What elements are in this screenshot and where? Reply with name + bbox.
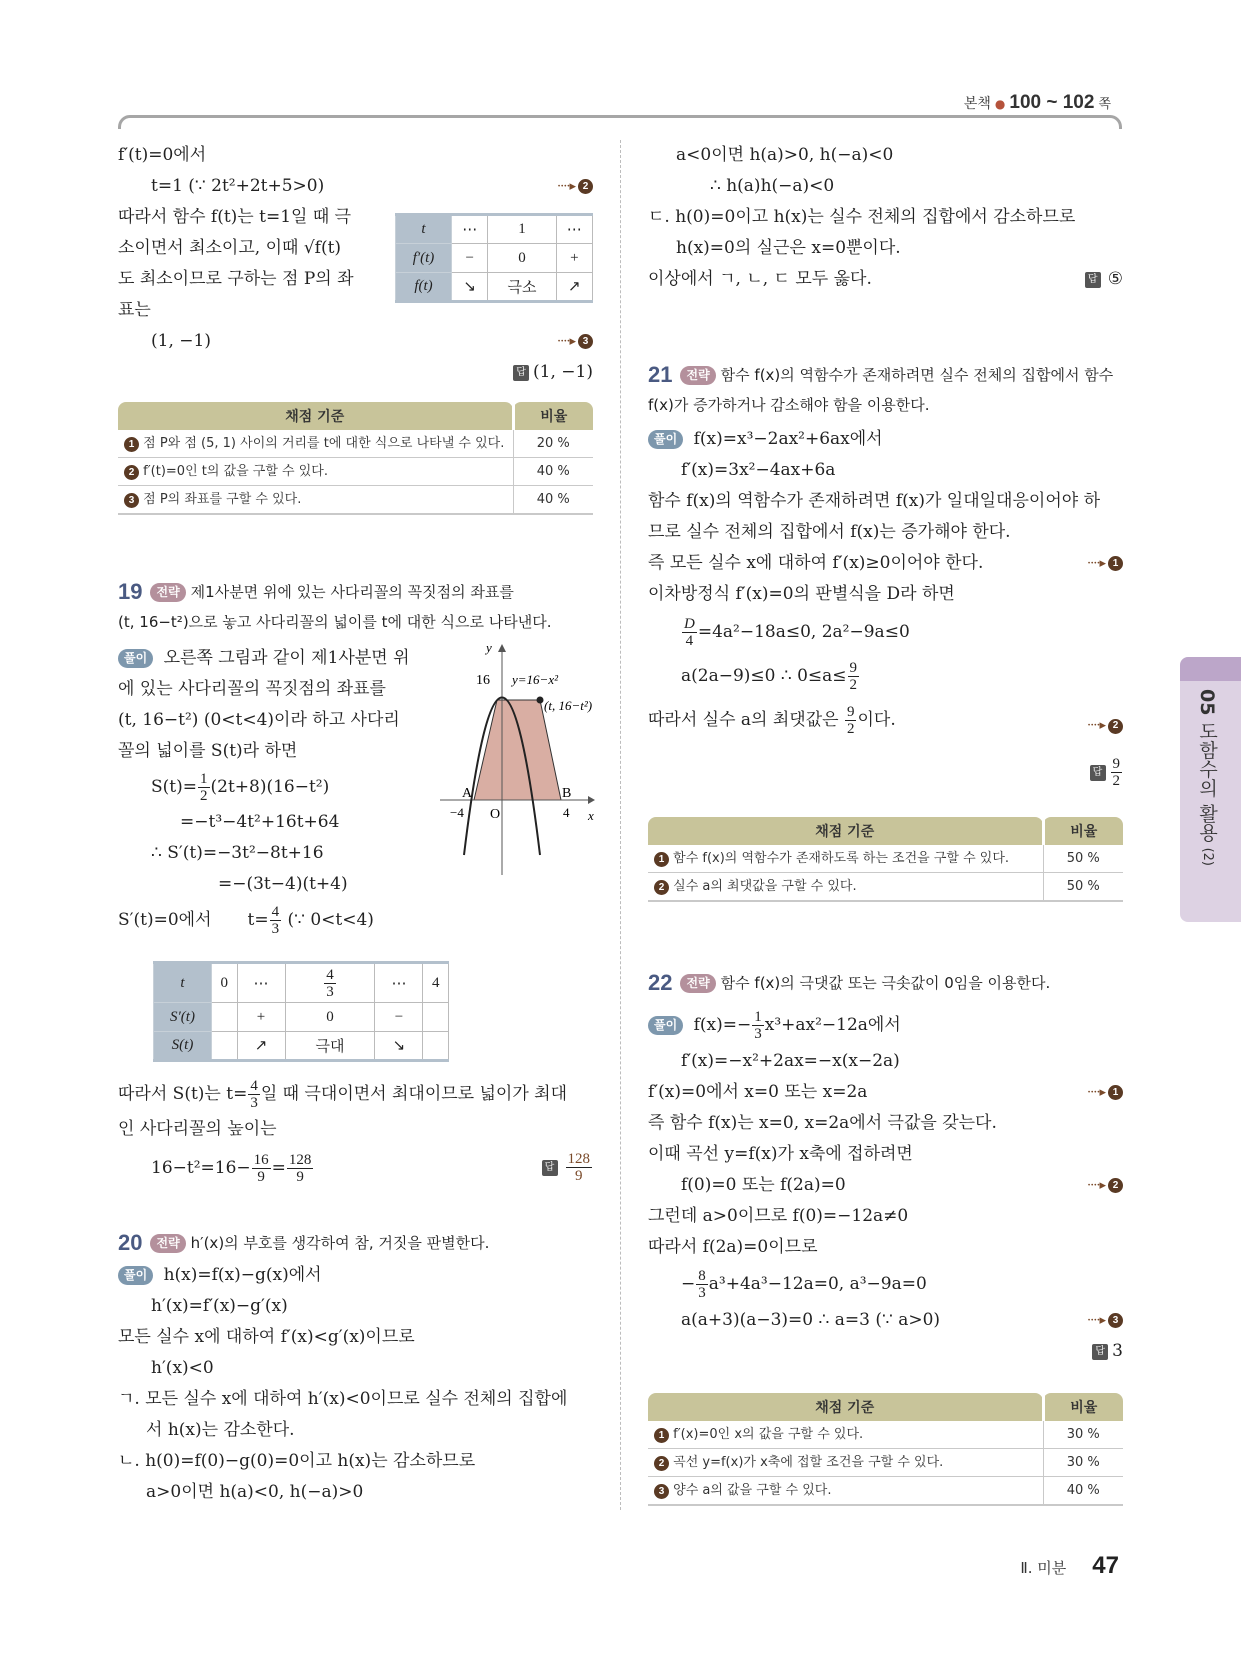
- point-marker: [537, 697, 544, 704]
- text-line: 따라서 실수 a의 최댓값은 $\frac{9}{2}$ 이다. ····▸ 2: [648, 698, 1123, 742]
- answer-value: 3: [1112, 1341, 1123, 1361]
- equation-line: S′(t)=0에서 t= $\frac{4}{3}$ (∵ 0<t<4): [118, 904, 374, 937]
- svg-text:y: y: [486, 640, 492, 655]
- step-marker: ····▸ 1: [1087, 548, 1123, 579]
- circle-number-icon: 1: [1108, 1085, 1123, 1100]
- solution-badge: 풀이: [118, 649, 153, 668]
- trapezoid-shape: [474, 700, 561, 800]
- equation-line: =−t³−4t²+16t+64: [180, 812, 340, 832]
- step-marker: ····▸ 3: [1087, 1305, 1123, 1336]
- parabola-graph: [440, 640, 595, 880]
- grading-header-criteria: 채점 기준: [648, 817, 1043, 845]
- page-range: 100 ~ 102: [1009, 92, 1095, 113]
- variation-table-19: t 0 ⋯ $\frac{4}{3}$ ⋯ 4 S′(t) + 0 − S(t) ↗ 극대 ↘: [153, 961, 449, 1062]
- circle-number-icon: 2: [654, 1456, 669, 1471]
- text-line: h(x)=0의 실근은 x=0뿐이다.: [676, 238, 901, 258]
- text-line: f′(t)=0에서: [118, 145, 207, 165]
- text-line: ㄱ. 모든 실수 x에 대하여 h′(x)<0이므로 실수 전체의 집합에: [118, 1389, 568, 1409]
- text-line: 서 h(x)는 감소한다.: [146, 1420, 295, 1440]
- text-line: 므로 실수 전체의 집합에서 f(x)는 증가해야 한다.: [648, 522, 1011, 542]
- problem-number: 22: [648, 970, 673, 995]
- step-marker: ····▸ 1: [1087, 1077, 1123, 1108]
- grading-header-criteria: 채점 기준: [118, 402, 513, 430]
- equation-line: $\frac{D}{4}$ =4a²−18a≤0, 2a²−9a≤0: [684, 616, 910, 649]
- top-rule-divider: [118, 115, 1122, 129]
- svg-text:(t, 16−t²): (t, 16−t²): [544, 698, 593, 713]
- svg-text:B: B: [562, 786, 572, 801]
- problem-number: 19: [118, 579, 143, 604]
- solution-badge: 풀이: [648, 1016, 683, 1035]
- table-row: 2 f′(t)=0인 t의 값을 구할 수 있다. 40 %: [118, 458, 593, 486]
- circle-number-icon: 3: [124, 493, 139, 508]
- grading-header-criteria: 채점 기준: [648, 1393, 1043, 1421]
- text-line: 풀이 오른쪽 그림과 같이 제1사분면 위: [118, 643, 593, 674]
- strategy-badge: 전략: [150, 583, 185, 602]
- answer-value: ⑤: [1107, 269, 1123, 289]
- text-line: 이상에서 ㄱ, ㄴ, ㄷ 모두 옳다. 답 ⑤: [648, 264, 1123, 295]
- variation-table-18: t ⋯ 1 ⋯ f′(t) − 0 + f(t) ↘ 극소 ↗: [395, 213, 593, 303]
- problem-20: [118, 1228, 593, 1508]
- answer-value: $\frac{9}{2}$: [1112, 756, 1120, 789]
- strategy-badge: 전략: [150, 1234, 185, 1253]
- text-line: 인 사다리꼴의 높이는: [118, 1119, 277, 1139]
- chapter-tab-label: 05 도함수의 활용 (2): [1196, 689, 1218, 867]
- circle-number-icon: 3: [578, 334, 593, 349]
- svg-text:x: x: [588, 808, 594, 823]
- text-line: (t, 16−t²) (0<t<4)이라 하고 사다리: [118, 710, 400, 730]
- answer-icon: 답: [1092, 1344, 1108, 1360]
- circle-number-icon: 1: [124, 437, 139, 452]
- section-label: Ⅱ. 미분: [1020, 1559, 1067, 1577]
- svg-text:O: O: [490, 807, 501, 822]
- solution-badge: 풀이: [648, 430, 683, 449]
- strategy-text: (t, 16−t²)으로 놓고 사다리꼴의 넓이를 t에 대한 식으로 나타낸다.: [118, 613, 552, 631]
- bullet-icon: ●: [994, 97, 1006, 111]
- svg-text:y=16−x²: y=16−x²: [512, 672, 558, 687]
- svg-text:16: 16: [476, 673, 490, 688]
- circle-number-icon: 3: [654, 1484, 669, 1499]
- problem-19-conclusion: [118, 1074, 593, 1191]
- text-line: 이차방정식 f′(x)=0의 판별식을 D라 하면: [648, 584, 955, 604]
- text-line: 따라서 f(2a)=0이므로: [648, 1237, 818, 1257]
- answer-icon: 답: [1090, 765, 1106, 781]
- svg-text:4: 4: [563, 805, 570, 820]
- equation-line: 풀이 f(x)=− $\frac{1}{3}$ x³+ax²−12a에서: [648, 1004, 1123, 1046]
- circle-number-icon: 3: [1108, 1313, 1123, 1328]
- grading-table-22: [648, 1393, 1123, 1506]
- equation-line: f(0)=0 또는 f(2a)=0 ····▸ 2: [648, 1170, 1123, 1201]
- text-line: ∴ h(a)h(−a)<0: [710, 176, 835, 196]
- answer-icon: 답: [1085, 272, 1101, 288]
- table-row: 3 점 P의 좌표를 구할 수 있다. 40 %: [118, 486, 593, 515]
- text-line: a>0이면 h(a)<0, h(−a)>0: [146, 1482, 364, 1502]
- page-suffix: 쪽: [1098, 97, 1111, 112]
- grading-header-ratio: 비율: [1043, 1393, 1123, 1421]
- text-line: 함수 f(x)의 역함수가 존재하려면 f(x)가 일대일대응이어야 하: [648, 491, 1100, 511]
- page-number: 47: [1092, 1552, 1119, 1579]
- equation-line: 16−t²=16− $\frac{16}{9}$ = $\frac{128}{9}$ 답 $\frac{128}{9}$: [118, 1145, 593, 1191]
- circle-number-icon: 1: [654, 1428, 669, 1443]
- answer-line: [118, 357, 593, 388]
- step-marker: ····▸ 2: [1087, 704, 1123, 748]
- step-marker: ····▸ 2: [557, 171, 593, 202]
- text-line: 즉 함수 f(x)는 x=0, x=2a에서 극값을 갖는다.: [648, 1113, 997, 1133]
- problem-heading: 21 전략 함수 f(x)의 역함수가 존재하려면 실수 전체의 집합에서 함수: [648, 362, 1114, 387]
- text-line: 도 최소이므로 구하는 점 P의 좌: [118, 269, 354, 289]
- solution-badge: 풀이: [118, 1266, 153, 1285]
- answer-value: $\frac{128}{9}$: [567, 1151, 590, 1184]
- text-line: 따라서 함수 f(t)는 t=1일 때 극: [118, 207, 352, 227]
- text-line: 이때 곡선 y=f(x)가 x축에 접하려면: [648, 1144, 913, 1164]
- table-row: 2 곡선 y=f(x)가 x축에 접할 조건을 구할 수 있다. 30 %: [648, 1449, 1123, 1477]
- problem-heading: 19 전략 제1사분면 위에 있는 사다리꼴의 꼭짓점의 좌표를: [118, 579, 514, 604]
- grading-header-ratio: 비율: [513, 402, 593, 430]
- text-line: t=1 (∵ 2t²+2t+5>0) ····▸ 2: [118, 171, 593, 202]
- circle-number-icon: 2: [124, 465, 139, 480]
- answer-value: (1, −1): [533, 362, 593, 382]
- right-column: [648, 140, 1123, 295]
- table-row: 2 실수 a의 최댓값을 구할 수 있다. 50 %: [648, 873, 1123, 902]
- text-line: ㄷ. h(0)=0이고 h(x)는 실수 전체의 집합에서 감소하므로: [648, 207, 1076, 227]
- circle-number-icon: 1: [1108, 556, 1123, 571]
- strategy-badge: 전략: [680, 974, 715, 993]
- chapter-side-tab[interactable]: [1180, 657, 1241, 922]
- text-line: 꼴의 넓이를 S(t)라 하면: [118, 741, 298, 761]
- step-marker: ····▸ 3: [557, 326, 593, 357]
- answer-line: [542, 1151, 594, 1184]
- text-line: 에 있는 사다리꼴의 꼭짓점의 좌표를: [118, 679, 386, 699]
- page-footer: [1020, 1552, 1119, 1580]
- table-row: 1 점 P와 점 (5, 1) 사이의 거리를 t에 대한 식으로 나타낼 수 있다. 20 %: [118, 430, 593, 458]
- problem-22: [648, 968, 1123, 1367]
- table-row: 1 함수 f(x)의 역함수가 존재하도록 하는 조건을 구할 수 있다. 50 %: [648, 845, 1123, 873]
- svg-text:−4: −4: [450, 805, 464, 820]
- problem-21: [648, 360, 1123, 794]
- text-line: 풀이 f(x)=x³−2ax²+6ax에서: [648, 424, 1123, 455]
- svg-text:A: A: [462, 786, 473, 801]
- answer-icon: 답: [542, 1160, 558, 1176]
- text-line: ㄴ. h(0)=f(0)−g(0)=0이고 h(x)는 감소하므로: [118, 1451, 476, 1471]
- answer-line: [648, 750, 1123, 794]
- equation-line: =−(3t−4)(t+4): [218, 874, 348, 894]
- column-divider: [620, 140, 621, 1510]
- equation-line: h′(x)=f′(x)−g′(x): [151, 1296, 288, 1316]
- problem-number: 20: [118, 1230, 143, 1255]
- text-line: 그런데 a>0이므로 f(0)=−12a≠0: [648, 1206, 909, 1226]
- fraction: $\frac{4}{3}$: [326, 966, 334, 1000]
- text-line: 표는: [118, 300, 151, 320]
- book-label: 본책: [963, 96, 991, 112]
- text-line: 따라서 S(t)는 t= $\frac{4}{3}$ 일 때 극대이면서 최대이므로 넓이가 최대: [118, 1078, 568, 1111]
- answer-line: [1085, 264, 1123, 295]
- text-line: 모든 실수 x에 대하여 f′(x)<g′(x)이므로: [118, 1327, 415, 1347]
- equation-line: ∴ S′(t)=−3t²−8t+16: [151, 843, 324, 863]
- step-marker: ····▸ 2: [1087, 1170, 1123, 1201]
- circle-number-icon: 2: [578, 179, 593, 194]
- strategy-badge: 전략: [680, 366, 715, 385]
- answer-line: [648, 1336, 1123, 1367]
- circle-number-icon: 2: [654, 880, 669, 895]
- problem-number: 21: [648, 362, 673, 387]
- circle-number-icon: 2: [1108, 719, 1123, 734]
- text-line: a<0이면 h(a)>0, h(−a)<0: [676, 145, 894, 165]
- equation-line: a(2a−9)≤0 ∴ 0≤a≤ $\frac{9}{2}$: [681, 660, 858, 693]
- strategy-text: f(x)가 증가하거나 감소해야 함을 이용한다.: [648, 396, 930, 414]
- table-row: 1 f′(x)=0인 x의 값을 구할 수 있다. 30 %: [648, 1421, 1123, 1449]
- equation-line: f′(x)=3x²−4ax+6a: [681, 460, 836, 480]
- equation-line: a(a+3)(a−3)=0 ∴ a=3 (∵ a>0) ····▸ 3: [648, 1305, 1123, 1336]
- grading-table-18: [118, 402, 593, 515]
- problem-heading: 22 전략 함수 f(x)의 극댓값 또는 극솟값이 0임을 이용한다.: [648, 970, 1051, 995]
- equation-line: S(t)= $\frac{1}{2}$ (2t+8)(16−t²): [151, 771, 330, 804]
- answer-icon: 답: [513, 365, 529, 381]
- text-line: 풀이 h(x)=f(x)−g(x)에서: [118, 1260, 593, 1291]
- text-line: 즉 모든 실수 x에 대하여 f′(x)≥0이어야 한다. ····▸ 1: [648, 548, 1123, 579]
- page-reference: [964, 92, 1111, 114]
- grading-header-ratio: 비율: [1043, 817, 1123, 845]
- grading-table-21: [648, 817, 1123, 902]
- equation-line: − $\frac{8}{3}$ a³+4a³−12a=0, a³−9a=0: [681, 1268, 927, 1301]
- table-row: 3 양수 a의 값을 구할 수 있다. 40 %: [648, 1477, 1123, 1506]
- text-line: (1, −1) ····▸ 3: [118, 326, 593, 357]
- circle-number-icon: 2: [1108, 1178, 1123, 1193]
- equation-line: h′(x)<0: [151, 1358, 214, 1378]
- circle-number-icon: 1: [654, 852, 669, 867]
- equation-line: f′(x)=−x²+2ax=−x(x−2a): [681, 1051, 900, 1071]
- problem-heading: 20 전략 h′(x)의 부호를 생각하여 참, 거짓을 판별한다.: [118, 1230, 490, 1255]
- text-line: 소이면서 최소이고, 이때 √f(t): [118, 238, 342, 258]
- text-line: f′(x)=0에서 x=0 또는 x=2a ····▸ 1: [648, 1077, 1123, 1108]
